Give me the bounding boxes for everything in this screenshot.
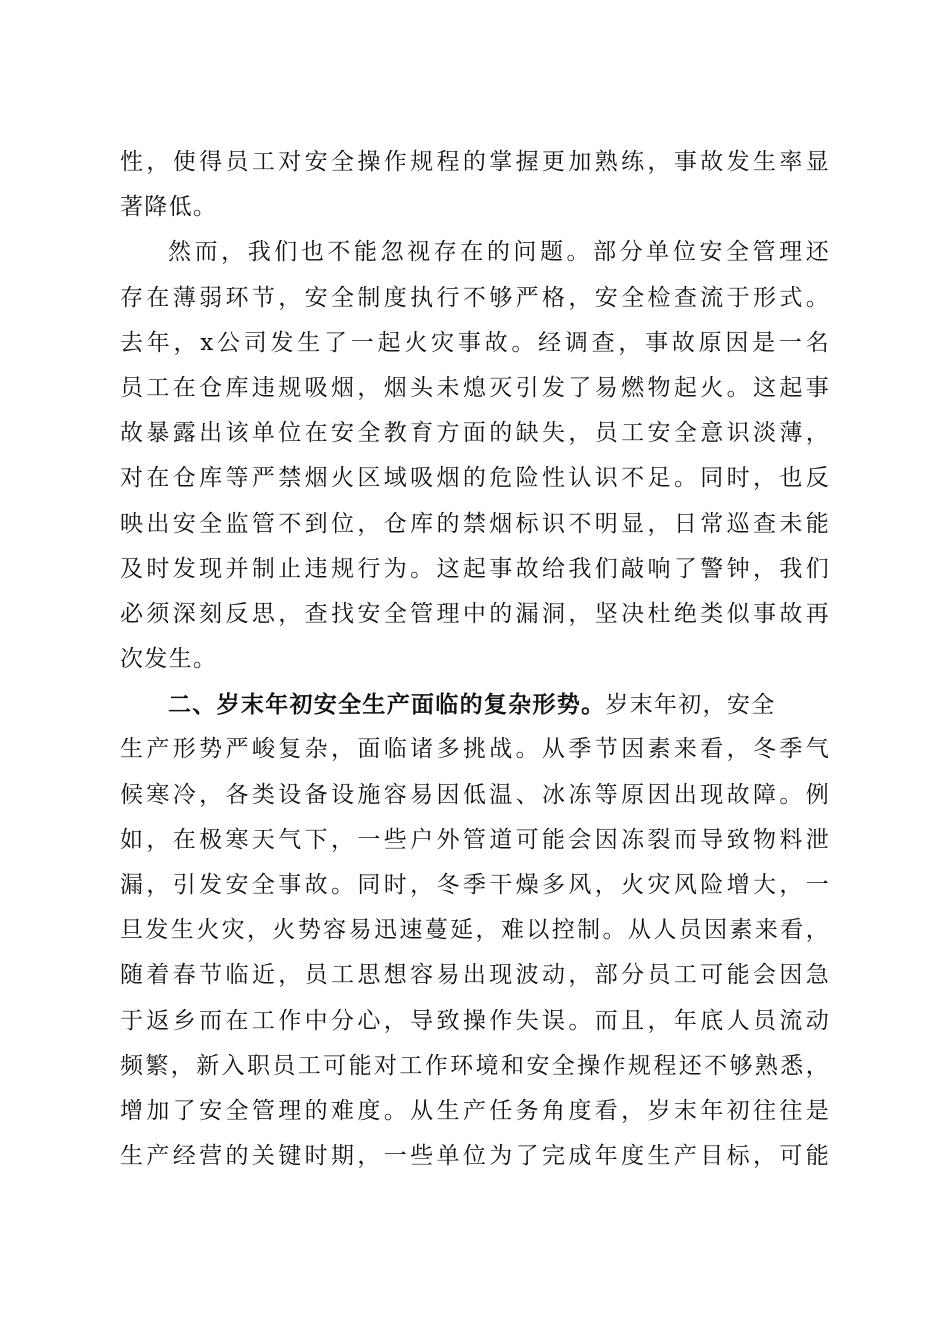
text-line: 增加了安全管理的难度。从生产任务角度看，岁末年初往往是 bbox=[120, 1097, 830, 1124]
text-line: 于返乡而在工作中分心，导致操作失误。而且，年底人员流动 bbox=[120, 1007, 830, 1034]
text-line: 然而，我们也不能忽视存在的问题。部分单位安全管理还 bbox=[168, 239, 830, 266]
text-line: 频繁，新入职员工可能对工作环境和安全操作规程还不够熟悉， bbox=[120, 1052, 830, 1079]
text-line: 生产形势严峻复杂，面临诸多挑战。从季节因素来看，冬季气 bbox=[120, 736, 830, 763]
text-line: 候寒冷，各类设备设施容易因低温、冰冻等原因出现故障。例 bbox=[120, 781, 830, 808]
text-line: 随着春节临近，员工思想容易出现波动，部分员工可能会因急 bbox=[120, 962, 830, 989]
text-line: 漏，引发安全事故。同时，冬季干燥多风，火灾风险增大，一 bbox=[120, 872, 830, 898]
text-line: 性，使得员工对安全操作规程的掌握更加熟练，事故发生率显 bbox=[120, 149, 830, 175]
paragraph-3 bbox=[120, 682, 830, 1179]
text-line: 必须深刻反思，查找安全管理中的漏洞，坚决杜绝类似事故再 bbox=[120, 600, 830, 627]
text-line: 故暴露出该单位在安全教育方面的缺失，员工安全意识淡薄， bbox=[120, 420, 830, 447]
text-line: 去年，x公司发生了一起火灾事故。经调查，事故原因是一名 bbox=[120, 329, 830, 356]
text-line: 旦发生火灾，火势容易迅速蔓延，难以控制。从人员因素来看， bbox=[120, 917, 830, 944]
document-body bbox=[120, 140, 830, 1179]
text-line: 及时发现并制止违规行为。这起事故给我们敲响了警钟，我们 bbox=[120, 555, 830, 582]
text-line: 存在薄弱环节，安全制度执行不够严格，安全检查流于形式。 bbox=[120, 284, 830, 311]
heading-line-rest: 岁末年初，安全 bbox=[605, 692, 776, 719]
paragraph-2 bbox=[120, 230, 830, 682]
text-line: 映出安全监管不到位，仓库的禁烟标识不明显，日常巡查未能 bbox=[120, 510, 830, 537]
text-line: 员工在仓库违规吸烟，烟头未熄灭引发了易燃物起火。这起事 bbox=[120, 374, 830, 401]
text-line: 生产经营的关键时期，一些单位为了完成年度生产目标，可能 bbox=[120, 1143, 830, 1170]
paragraph-1 bbox=[120, 140, 830, 230]
text-line: 次发生。 bbox=[120, 646, 218, 673]
section-heading-line bbox=[120, 682, 830, 727]
text-line: 著降低。 bbox=[120, 194, 218, 221]
text-line: 对在仓库等严禁烟火区域吸烟的危险性认识不足。同时，也反 bbox=[120, 465, 830, 492]
text-line: 如，在极寒天气下，一些户外管道可能会因冻裂而导致物料泄 bbox=[120, 826, 830, 853]
section-heading: 二、岁末年初安全生产面临的复杂形势。 bbox=[168, 691, 606, 719]
